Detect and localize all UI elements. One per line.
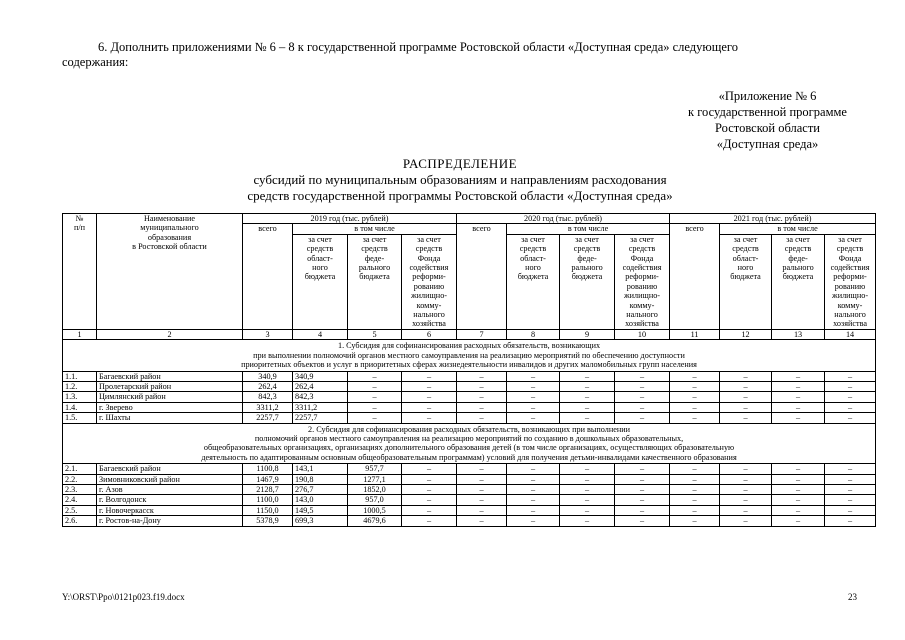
row-fund-2019: – <box>402 495 457 505</box>
row-number: 1.5. <box>63 413 97 423</box>
column-number: 4 <box>293 329 348 339</box>
row-federal-2019: 957,0 <box>348 495 402 505</box>
column-number: 10 <box>615 329 670 339</box>
row-number: 2.1. <box>63 464 97 474</box>
row-fund-2019: – <box>402 413 457 423</box>
row-empty-value: – <box>772 516 825 526</box>
header-including: в том числе <box>720 224 876 234</box>
row-empty-value: – <box>615 484 670 494</box>
row-federal-2019: 4679,6 <box>348 516 402 526</box>
row-empty-value: – <box>560 402 615 412</box>
section-2-title-row <box>63 423 876 464</box>
row-total-2019: 5378,9 <box>243 516 293 526</box>
row-number: 2.5. <box>63 505 97 515</box>
row-empty-value: – <box>670 464 720 474</box>
row-federal-2019: – <box>348 371 402 381</box>
row-fund-2019: – <box>402 392 457 402</box>
row-empty-value: – <box>825 381 876 391</box>
data-row <box>63 402 876 412</box>
row-empty-value: – <box>560 464 615 474</box>
row-empty-value: – <box>825 392 876 402</box>
row-federal-2019: 1277,1 <box>348 474 402 484</box>
row-fund-2019: – <box>402 402 457 412</box>
header-regional-budget: за счет средств област- ного бюджета <box>293 234 348 329</box>
row-empty-value: – <box>670 392 720 402</box>
header-name: Наименование муниципального образования в Ростовской области <box>97 214 243 330</box>
row-federal-2019: – <box>348 381 402 391</box>
row-empty-value: – <box>615 402 670 412</box>
row-empty-value: – <box>825 371 876 381</box>
section-1-title: 1. Субсидия для софинансирования расходных обязательств, возникающих при выполнении полномочий органов местного самоуправления на реализацию мероприятий по обеспечению доступности приоритетных объектов и услуг в приоритетных сферах жизнедеятельности инвалидов и других маломобильных групп населения <box>63 340 876 371</box>
row-empty-value: – <box>560 505 615 515</box>
row-empty-value: – <box>615 516 670 526</box>
row-municipality: г. Ростов-на-Дону <box>97 516 243 526</box>
row-regional-2019: 2257,7 <box>293 413 348 423</box>
row-number: 2.3. <box>63 484 97 494</box>
row-empty-value: – <box>457 402 507 412</box>
row-empty-value: – <box>507 484 560 494</box>
row-empty-value: – <box>507 516 560 526</box>
row-empty-value: – <box>615 371 670 381</box>
header-number: № п/п <box>63 214 97 330</box>
appendix-line-1: «Приложение № 6 <box>718 89 817 103</box>
row-empty-value: – <box>457 381 507 391</box>
header-row-years <box>63 214 876 224</box>
row-total-2019: 842,3 <box>243 392 293 402</box>
row-empty-value: – <box>772 381 825 391</box>
column-number: 8 <box>507 329 560 339</box>
data-row <box>63 484 876 494</box>
footer-file-path: Y:\ORST\Ppo\0121p023.f19.docx <box>62 592 185 602</box>
row-empty-value: – <box>615 474 670 484</box>
row-empty-value: – <box>507 464 560 474</box>
data-row <box>63 413 876 423</box>
row-regional-2019: 276,7 <box>293 484 348 494</box>
column-number: 14 <box>825 329 876 339</box>
column-numbers-row <box>63 329 876 339</box>
row-total-2019: 1100,8 <box>243 464 293 474</box>
row-empty-value: – <box>507 381 560 391</box>
column-number: 13 <box>772 329 825 339</box>
section-2-title: 2. Субсидия для софинансирования расходных обязательств, возникающих при выполнении полномочий органов местного самоуправления на реализацию мероприятий по созданию в дошкольных образовательных, общеобразовательных организациях, организациях дополнительного образования детей (в том числе организациях, осуществляющих образовательную деятельность по адаптированным основным общеобразовательным программам) условий для получения детьми-инвалидами качественного образования <box>63 423 876 464</box>
column-number: 7 <box>457 329 507 339</box>
row-total-2019: 1467,9 <box>243 474 293 484</box>
row-empty-value: – <box>507 413 560 423</box>
row-empty-value: – <box>670 413 720 423</box>
row-empty-value: – <box>560 495 615 505</box>
appendix-label <box>660 88 875 152</box>
row-regional-2019: 340,9 <box>293 371 348 381</box>
column-number: 11 <box>670 329 720 339</box>
row-federal-2019: 957,7 <box>348 464 402 474</box>
row-empty-value: – <box>560 484 615 494</box>
row-regional-2019: 143,0 <box>293 495 348 505</box>
row-empty-value: – <box>615 495 670 505</box>
row-empty-value: – <box>720 484 772 494</box>
row-empty-value: – <box>720 516 772 526</box>
footer-page-number: 23 <box>848 592 857 602</box>
header-total: всего <box>243 224 293 329</box>
row-total-2019: 340,9 <box>243 371 293 381</box>
row-empty-value: – <box>720 381 772 391</box>
row-municipality: Зимовниковский район <box>97 474 243 484</box>
row-federal-2019: 1852,0 <box>348 484 402 494</box>
row-total-2019: 262,4 <box>243 381 293 391</box>
header-fund: за счет средств Фонда содействия реформи- рованию жилищно- комму- нального хозяйства <box>402 234 457 329</box>
row-empty-value: – <box>670 505 720 515</box>
row-empty-value: – <box>507 505 560 515</box>
header-including: в том числе <box>507 224 670 234</box>
row-empty-value: – <box>670 484 720 494</box>
intro-line-2: содержания: <box>62 55 129 69</box>
header-year-3: 2021 год (тыс. рублей) <box>670 214 876 224</box>
header-year-2: 2020 год (тыс. рублей) <box>457 214 670 224</box>
row-empty-value: – <box>670 495 720 505</box>
row-federal-2019: 1000,5 <box>348 505 402 515</box>
row-empty-value: – <box>560 474 615 484</box>
row-empty-value: – <box>507 402 560 412</box>
row-federal-2019: – <box>348 413 402 423</box>
header-regional-budget: за счет средств област- ного бюджета <box>720 234 772 329</box>
data-row <box>63 495 876 505</box>
data-row <box>63 474 876 484</box>
header-federal-budget: за счет средств феде- рального бюджета <box>560 234 615 329</box>
row-empty-value: – <box>772 402 825 412</box>
row-empty-value: – <box>507 495 560 505</box>
row-number: 2.6. <box>63 516 97 526</box>
header-total: всего <box>457 224 507 329</box>
header-including: в том числе <box>293 224 457 234</box>
row-empty-value: – <box>720 402 772 412</box>
row-empty-value: – <box>457 371 507 381</box>
column-number: 3 <box>243 329 293 339</box>
row-regional-2019: 190,8 <box>293 474 348 484</box>
row-municipality: г. Волгодонск <box>97 495 243 505</box>
row-regional-2019: 262,4 <box>293 381 348 391</box>
row-municipality: Багаевский район <box>97 371 243 381</box>
row-empty-value: – <box>720 413 772 423</box>
row-empty-value: – <box>825 402 876 412</box>
section-1-title-row <box>63 340 876 371</box>
appendix-line-3: Ростовской области <box>715 121 820 135</box>
data-row <box>63 516 876 526</box>
row-regional-2019: 699,3 <box>293 516 348 526</box>
row-number: 1.1. <box>63 371 97 381</box>
row-empty-value: – <box>615 381 670 391</box>
row-empty-value: – <box>825 464 876 474</box>
row-empty-value: – <box>507 474 560 484</box>
row-regional-2019: 3311,2 <box>293 402 348 412</box>
row-empty-value: – <box>560 392 615 402</box>
header-federal-budget: за счет средств феде- рального бюджета <box>772 234 825 329</box>
row-total-2019: 1100,0 <box>243 495 293 505</box>
row-municipality: Цимлянский район <box>97 392 243 402</box>
row-empty-value: – <box>457 464 507 474</box>
row-empty-value: – <box>670 402 720 412</box>
row-empty-value: – <box>615 464 670 474</box>
row-empty-value: – <box>457 516 507 526</box>
row-empty-value: – <box>670 474 720 484</box>
row-total-2019: 2257,7 <box>243 413 293 423</box>
row-empty-value: – <box>720 371 772 381</box>
row-total-2019: 2128,7 <box>243 484 293 494</box>
appendix-line-4: «Доступная среда» <box>716 137 819 151</box>
row-federal-2019: – <box>348 402 402 412</box>
header-year-1: 2019 год (тыс. рублей) <box>243 214 457 224</box>
row-municipality: г. Азов <box>97 484 243 494</box>
row-empty-value: – <box>670 381 720 391</box>
column-number: 12 <box>720 329 772 339</box>
header-total: всего <box>670 224 720 329</box>
row-municipality: г. Новочеркасск <box>97 505 243 515</box>
row-empty-value: – <box>825 516 876 526</box>
data-row <box>63 392 876 402</box>
row-empty-value: – <box>720 392 772 402</box>
row-empty-value: – <box>457 495 507 505</box>
row-municipality: г. Зверево <box>97 402 243 412</box>
row-fund-2019: – <box>402 464 457 474</box>
row-municipality: Багаевский район <box>97 464 243 474</box>
column-number: 1 <box>63 329 97 339</box>
row-empty-value: – <box>720 495 772 505</box>
row-empty-value: – <box>457 392 507 402</box>
row-federal-2019: – <box>348 392 402 402</box>
row-empty-value: – <box>457 484 507 494</box>
row-empty-value: – <box>772 392 825 402</box>
row-empty-value: – <box>720 464 772 474</box>
row-empty-value: – <box>825 413 876 423</box>
document-heading <box>190 156 730 204</box>
appendix-line-2: к государственной программе <box>688 105 847 119</box>
row-empty-value: – <box>720 505 772 515</box>
row-regional-2019: 143,1 <box>293 464 348 474</box>
row-empty-value: – <box>615 505 670 515</box>
row-regional-2019: 842,3 <box>293 392 348 402</box>
row-empty-value: – <box>772 371 825 381</box>
row-empty-value: – <box>825 495 876 505</box>
row-empty-value: – <box>670 516 720 526</box>
row-fund-2019: – <box>402 381 457 391</box>
intro-line-1: 6. Дополнить приложениями № 6 – 8 к государственной программе Ростовской области «Доступная среда» следующего <box>98 40 738 54</box>
row-number: 1.2. <box>63 381 97 391</box>
row-total-2019: 1150,0 <box>243 505 293 515</box>
heading-sub-1: субсидий по муниципальным образованиям и направлениям расходования <box>253 172 667 187</box>
row-fund-2019: – <box>402 371 457 381</box>
row-fund-2019: – <box>402 484 457 494</box>
data-row <box>63 371 876 381</box>
header-fund: за счет средств Фонда содействия реформи- рованию жилищно- комму- нального хозяйства <box>615 234 670 329</box>
heading-sub-2: средств государственной программы Ростовской области «Доступная среда» <box>247 188 673 203</box>
heading-title: РАСПРЕДЕЛЕНИЕ <box>402 156 518 171</box>
row-empty-value: – <box>560 381 615 391</box>
row-empty-value: – <box>772 505 825 515</box>
row-number: 2.4. <box>63 495 97 505</box>
intro-paragraph <box>62 40 862 70</box>
row-empty-value: – <box>457 413 507 423</box>
header-federal-budget: за счет средств феде- рального бюджета <box>348 234 402 329</box>
data-row <box>63 505 876 515</box>
row-empty-value: – <box>720 474 772 484</box>
row-empty-value: – <box>615 392 670 402</box>
row-fund-2019: – <box>402 505 457 515</box>
row-regional-2019: 149,5 <box>293 505 348 515</box>
row-empty-value: – <box>615 413 670 423</box>
row-municipality: Пролетарский район <box>97 381 243 391</box>
column-number: 9 <box>560 329 615 339</box>
row-empty-value: – <box>507 392 560 402</box>
row-number: 1.3. <box>63 392 97 402</box>
row-empty-value: – <box>772 495 825 505</box>
row-total-2019: 3311,2 <box>243 402 293 412</box>
data-row <box>63 464 876 474</box>
row-empty-value: – <box>560 371 615 381</box>
row-empty-value: – <box>457 474 507 484</box>
column-number: 2 <box>97 329 243 339</box>
row-empty-value: – <box>457 505 507 515</box>
distribution-table <box>62 213 876 527</box>
column-number: 5 <box>348 329 402 339</box>
row-empty-value: – <box>825 484 876 494</box>
header-regional-budget: за счет средств област- ного бюджета <box>507 234 560 329</box>
row-empty-value: – <box>507 371 560 381</box>
row-number: 1.4. <box>63 402 97 412</box>
row-empty-value: – <box>560 516 615 526</box>
row-empty-value: – <box>772 484 825 494</box>
row-empty-value: – <box>825 474 876 484</box>
column-number: 6 <box>402 329 457 339</box>
row-empty-value: – <box>825 505 876 515</box>
row-empty-value: – <box>560 413 615 423</box>
header-fund: за счет средств Фонда содействия реформи- рованию жилищно- комму- нального хозяйства <box>825 234 876 329</box>
row-empty-value: – <box>772 464 825 474</box>
data-row <box>63 381 876 391</box>
row-empty-value: – <box>670 371 720 381</box>
row-empty-value: – <box>772 413 825 423</box>
row-number: 2.2. <box>63 474 97 484</box>
row-empty-value: – <box>772 474 825 484</box>
row-fund-2019: – <box>402 516 457 526</box>
row-municipality: г. Шахты <box>97 413 243 423</box>
row-fund-2019: – <box>402 474 457 484</box>
